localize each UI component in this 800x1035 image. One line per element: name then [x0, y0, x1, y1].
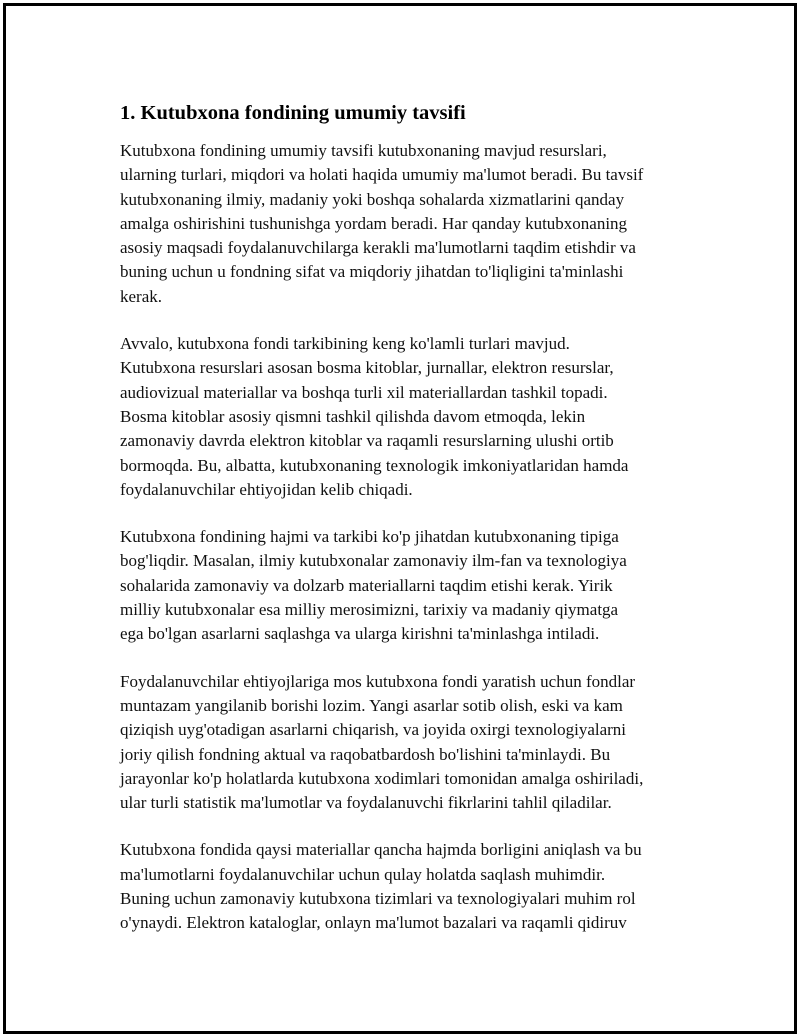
paragraph [120, 670, 700, 816]
text-line: kutubxonaning ilmiy, madaniy yoki boshqa sohalarda xizmatlarini qanday [120, 189, 625, 209]
text-line: Kutubxona fondida qaysi materiallar qancha hajmda borligini aniqlash va bu [120, 840, 642, 860]
page-title: 1. Kutubxona fondining umumiy tavsifi [120, 102, 466, 124]
text-line: kerak. [120, 286, 163, 306]
text-line: bormoqda. Bu, albatta, kutubxonaning texnologik imkoniyatlaridan hamda [120, 455, 629, 475]
text-line: Kutubxona fondining hajmi va tarkibi ko'p jihatdan kutubxonaning tipiga [120, 527, 619, 547]
paragraph [120, 332, 700, 502]
text-line: Avvalo, kutubxona fondi tarkibining keng ko'lamli turlari mavjud. [120, 334, 570, 354]
paragraph [120, 139, 700, 309]
document-body [120, 99, 700, 959]
text-line: ular turli statistik ma'lumotlar va foydalanuvchi fikrlarini tahlil qiladilar. [120, 793, 612, 813]
text-line: milliy kutubxonalar esa milliy merosimizni, tarixiy va madaniy qiymatga [120, 600, 619, 620]
text-line: foydalanuvchilar ehtiyojidan kelib chiqadi. [120, 479, 413, 499]
text-line: amalga oshirishini tushunishga yordam beradi. Har qanday kutubxonaning [120, 213, 628, 233]
text-line: buning uchun u fondning sifat va miqdoriy jihatdan to'liqligini ta'minlashi [120, 262, 624, 282]
paragraph [120, 525, 700, 646]
page-frame [3, 3, 797, 1034]
text-line: qiziqish uyg'otadigan asarlarni chiqarish, va joyida oxirgi texnologiyalarni [120, 720, 627, 740]
text-line: asosiy maqsadi foydalanuvchilarga kerakli ma'lumotlarni taqdim etishdir va [120, 238, 636, 258]
text-line: audiovizual materiallar va boshqa turli xil materiallardan tashkil topadi. [120, 382, 608, 402]
text-line: o'ynaydi. Elektron kataloglar, onlayn ma'lumot bazalari va raqamli qidiruv [120, 913, 627, 933]
text-line: Kutubxona fondining umumiy tavsifi kutubxonaning mavjud resurslari, [120, 141, 607, 160]
text-line: muntazam yangilanib borishi lozim. Yangi asarlar sotib olish, eski va kam [120, 695, 623, 715]
text-line: zamonaviy davrda elektron kitoblar va raqamli resurslarning ulushi ortib [120, 431, 614, 451]
text-line: Bosma kitoblar asosiy qismni tashkil qilishda davom etmoqda, lekin [120, 406, 586, 426]
text-line: Foydalanuvchilar ehtiyojlariga mos kutubxona fondi yaratish uchun fondlar [120, 671, 636, 691]
text-line: sohalarida zamonaviy va dolzarb materiallarni taqdim etishi kerak. Yirik [120, 575, 613, 595]
text-line: joriy qilish fondning aktual va raqobatbardosh bo'lishini ta'minlaydi. Bu [120, 744, 611, 764]
paragraph [120, 838, 700, 935]
text-line: ega bo'lgan asarlarni saqlashga va ularga kirishni ta'minlashga intiladi. [120, 624, 600, 644]
text-line: bog'liqdir. Masalan, ilmiy kutubxonalar zamonaviy ilm-fan va texnologiya [120, 551, 627, 571]
text-line: Buning uchun zamonaviy kutubxona tizimlari va texnologiyalari muhim rol [120, 889, 636, 909]
text-line: ma'lumotlarni foydalanuvchilar uchun qulay holatda saqlash muhimdir. [120, 864, 606, 884]
text-line: jarayonlar ko'p holatlarda kutubxona xodimlari tomonidan amalga oshiriladi, [120, 768, 644, 788]
text-line: ularning turlari, miqdori va holati haqida umumiy ma'lumot beradi. Bu tavsif [120, 165, 644, 185]
text-line: Kutubxona resurslari asosan bosma kitoblar, jurnallar, elektron resurslar, [120, 358, 614, 378]
